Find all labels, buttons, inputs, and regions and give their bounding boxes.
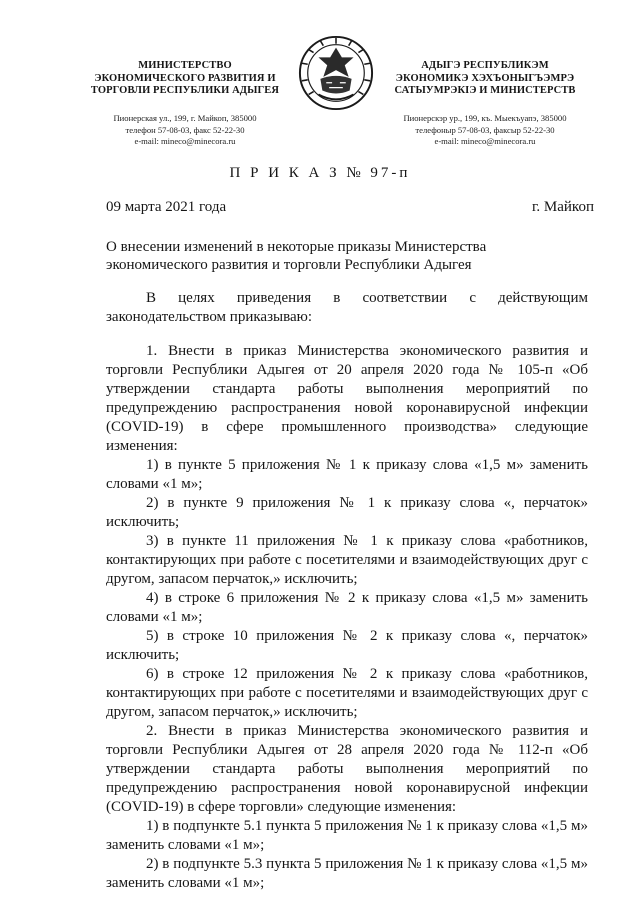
address-line: Пионерскэр ур., 199, къ. Мыекъуапэ, 385000: [403, 113, 567, 123]
subclause-paragraph: 1) в подпункте 5.1 пункта 5 приложения № 1 к приказу слова «1,5 м» заменить словами «1 м»;: [106, 818, 588, 853]
subclause-paragraph: 2) в пункте 9 приложения № 1 к приказу слова «, перчаток» исключить;: [106, 495, 588, 530]
phone-line: телефоныр 57-08-03, факсыр 52-22-30: [415, 124, 555, 135]
intro-paragraph: В целях приведения в соответствии с действующим законодательством приказываю:: [106, 290, 588, 325]
subclause-paragraph: 3) в пункте 11 приложения № 1 к приказу слова «работников, контактирующих при работе с посетителями и взаимодействующих друг с другом, запасом перчаток,» исключить;: [106, 533, 588, 587]
phone-line: телефон 57-08-03, факс 52-22-30: [125, 124, 245, 135]
subclause-paragraph: 5) в строке 10 приложения № 2 к приказу слова «, перчаток» исключить;: [106, 628, 588, 663]
subject-line: экономического развития и торговли Республики Адыгея: [106, 257, 472, 273]
org-line: САТЫУМРЭКІЭ И МИНИСТЕРСТВ: [394, 85, 576, 96]
org-line: ТОРГОВЛИ РЕСПУБЛИКИ АДЫГЕЯ: [90, 85, 280, 96]
subclause-paragraph: 4) в строке 6 приложения № 2 к приказу слова «1,5 м» заменить словами «1 м»;: [106, 590, 588, 625]
order-city: г. Майкоп: [531, 199, 594, 215]
subject-line: О внесении изменений в некоторые приказы Министерства: [106, 239, 487, 255]
org-line: ЭКОНОМИКЭ ХЭХЪОНЫГЪЭМРЭ: [395, 72, 575, 84]
subclause-paragraph: 2) в подпункте 5.3 пункта 5 приложения № 1 к приказу слова «1,5 м» заменить словами «1 м»;: [106, 856, 588, 891]
subclause-paragraph: 6) в строке 12 приложения № 2 к приказу слова «работников, контактирующих при работе с посетителями и взаимодействующих друг с другом, запасом перчаток,» исключить;: [106, 666, 588, 720]
clause-paragraph: 2. Внести в приказ Министерства экономического развития и торговли Республики Адыгея от 28 апреля 2020 года № 112-п «Об утверждении стандарта работы выполнения мероприятий по предупреждению распространения новой коронавирусной инфекции (COVID-19) в сфере торговли» следующие изменения:: [106, 723, 588, 815]
email-line: e-mail: mineco@minecora.ru: [434, 136, 536, 146]
order-subject: [106, 238, 546, 274]
ministry-name-adyghe: [380, 60, 590, 98]
contact-block-russian: [80, 113, 290, 148]
org-line: МИНИСТЕРСТВО: [138, 60, 232, 71]
subclause-paragraph: 1) в пункте 5 приложения № 1 к приказу слова «1,5 м» заменить словами «1 м»;: [106, 457, 588, 492]
org-line: ЭКОНОМИЧЕСКОГО РАЗВИТИЯ И: [94, 72, 276, 84]
clause-paragraph: 1. Внести в приказ Министерства экономического развития и торговли Республики Адыгея от 20 апреля 2020 года № 105-п «Об утверждении стандарта работы выполнения мероприятий по предупреждению распространения новой коронавирусной инфекции (COVID-19) в сфере промышленного производства» следующие изменения:: [106, 343, 588, 454]
address-line: Пионерская ул., 199, г. Майкоп, 385000: [113, 113, 257, 123]
order-title: П Р И К А З № 97-п: [229, 165, 411, 181]
contact-block-adyghe: [380, 113, 590, 148]
order-date: 09 марта 2021 года: [106, 199, 227, 215]
org-line: АДЫГЭ РЕСПУБЛИКЭМ: [421, 60, 549, 71]
email-line: e-mail: mineco@minecora.ru: [134, 136, 236, 146]
order-body: [106, 289, 588, 893]
ministry-name-russian: [80, 60, 290, 98]
republic-emblem-icon: [297, 34, 375, 112]
